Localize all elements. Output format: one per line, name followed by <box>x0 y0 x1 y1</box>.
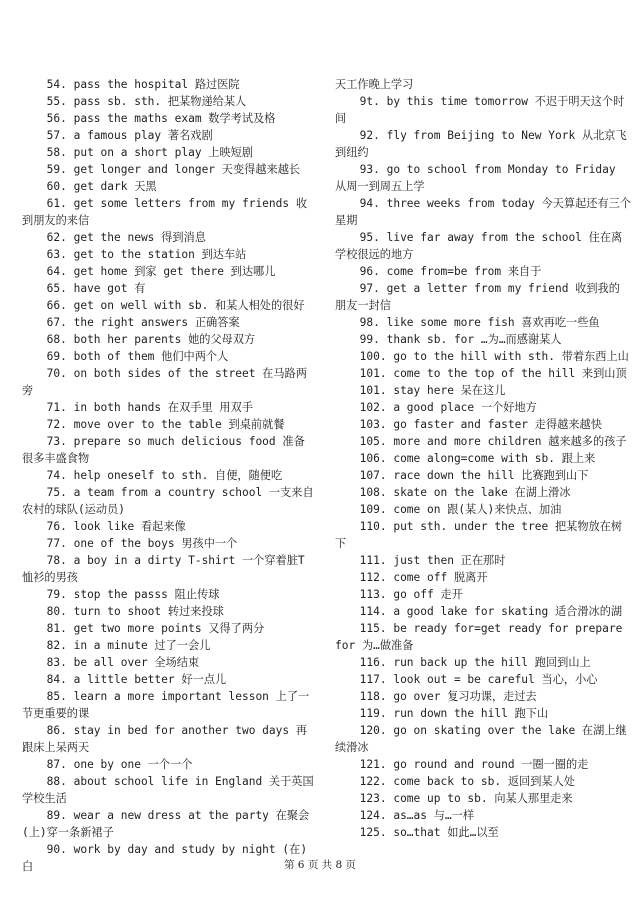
entry-number: 73. <box>46 435 67 448</box>
vocab-entry <box>22 178 314 195</box>
entry-text: come back to sb. 返回到某人处 <box>393 775 575 788</box>
page-footer: 第 6 页 共 8 页 <box>283 859 357 871</box>
vocab-entry <box>22 586 314 603</box>
entry-text: both her parents 她的父母双方 <box>73 333 256 346</box>
entry-text: be ready for=get ready for prepare for 为…做准备 <box>335 622 630 652</box>
entry-text: skate on the lake 在湖上滑冰 <box>393 486 571 499</box>
vocab-entry <box>335 756 631 773</box>
vocab-entry <box>335 348 631 365</box>
entry-text: come on 跟(某人)来快点、加油 <box>393 503 562 516</box>
entry-number: 105. <box>359 435 387 448</box>
entry-text: run back up the hill 跑回到山上 <box>393 656 591 669</box>
entry-number: 86. <box>46 724 67 737</box>
entry-text: come along=come with sb. 跟上来 <box>393 452 596 465</box>
vocab-entry <box>335 161 631 195</box>
vocab-entry <box>22 110 314 127</box>
entry-number: 72. <box>46 418 67 431</box>
vocab-entry <box>335 722 631 756</box>
entry-number: 74. <box>46 469 67 482</box>
entry-number: 107. <box>359 469 387 482</box>
entry-number: 97. <box>359 282 380 295</box>
vocab-entry <box>22 280 314 297</box>
entry-text: come off 脱离开 <box>393 571 488 584</box>
entry-text: go on skating over the lake 在湖上继续滑冰 <box>335 724 627 754</box>
vocab-entry <box>22 722 314 756</box>
entry-text: go off 走开 <box>393 588 463 601</box>
entry-text: a famous play 著名戏剧 <box>73 129 213 142</box>
entry-text: pass sb. sth. 把某物递给某人 <box>73 95 247 108</box>
entry-number: 109. <box>359 503 387 516</box>
entry-number: 123. <box>359 792 387 805</box>
entry-number: 85. <box>46 690 67 703</box>
vocab-entry <box>22 773 314 807</box>
entry-text: get a letter from my friend 收到我的朋友一封信 <box>335 282 620 312</box>
vocab-entry <box>335 467 631 484</box>
vocab-entry <box>22 484 314 518</box>
entry-text: come up to sb. 向某人那里走来 <box>393 792 573 805</box>
vocab-entry <box>335 450 631 467</box>
entry-text: get longer and longer 天变得越来越长 <box>73 163 301 176</box>
entry-text: work by day and study by night (在)白 <box>22 843 308 873</box>
vocab-entry <box>335 263 631 280</box>
entry-text: get two more points 又得了两分 <box>73 622 265 635</box>
vocab-entry <box>335 688 631 705</box>
entry-text: just then 正在那时 <box>393 554 506 567</box>
vocab-entry <box>335 382 631 399</box>
vocab-entry <box>22 161 314 178</box>
vocab-entry <box>22 671 314 688</box>
entry-number: 82. <box>46 639 67 652</box>
entry-number: 70. <box>46 367 67 380</box>
entry-number: 124. <box>359 809 387 822</box>
vocab-entry <box>335 790 631 807</box>
vocab-entry <box>22 637 314 654</box>
entry-text: go round and round 一圈一圈的走 <box>393 758 589 771</box>
vocab-entry <box>335 705 631 722</box>
vocab-entry <box>22 297 314 314</box>
entry-number: 89. <box>46 809 67 822</box>
entry-text: have got 有 <box>73 282 146 295</box>
entry-text: help oneself to sth. 自便，随便吃 <box>73 469 283 482</box>
entry-number: 54. <box>46 78 67 91</box>
entry-text: get dark 天黑 <box>73 180 157 193</box>
entry-text: a good lake for skating 适合滑冰的湖 <box>393 605 623 618</box>
entry-number: 78. <box>46 554 67 567</box>
entry-number: 93. <box>359 163 380 176</box>
entry-number: 110. <box>359 520 387 533</box>
entry-text: live far away from the school 住在离学校很远的地方 <box>335 231 623 261</box>
entry-text: more and more children 越来越多的孩子 <box>393 435 627 448</box>
vocab-entry <box>335 399 631 416</box>
entry-text: look out = be careful 当心，小心 <box>393 673 598 686</box>
entry-text: both of them 他们中两个人 <box>73 350 229 363</box>
entry-text: come to the top of the hill 来到山顶 <box>393 367 627 380</box>
entry-number: 64. <box>46 265 67 278</box>
entry-number: 88. <box>46 775 67 788</box>
vocab-entry <box>22 314 314 331</box>
vocab-entry <box>335 824 631 841</box>
entry-text: be all over 全场结束 <box>73 656 200 669</box>
entry-number: 81. <box>46 622 67 635</box>
entry-text: get some letters from my friends 收到朋友的来信 <box>22 197 308 227</box>
entry-number: 56. <box>46 112 67 125</box>
vocab-entry <box>335 654 631 671</box>
vocab-entry <box>22 365 314 399</box>
entry-number: 101. <box>359 367 387 380</box>
entry-text: in a minute 过了一会儿 <box>73 639 211 652</box>
vocab-entry <box>22 535 314 552</box>
entry-number: 66. <box>46 299 67 312</box>
vocab-entry <box>22 416 314 433</box>
vocab-entry <box>335 76 631 93</box>
vocab-entry <box>335 671 631 688</box>
entry-number: 80. <box>46 605 67 618</box>
entry-text: one by one 一个一个 <box>73 758 193 771</box>
entry-text: three weeks from today 今天算起还有三个星期 <box>335 197 632 227</box>
entry-number: 59. <box>46 163 67 176</box>
entry-number: 67. <box>46 316 67 329</box>
vocab-entry <box>335 331 631 348</box>
vocab-entry <box>22 467 314 484</box>
entry-text: put sth. under the tree 把某物放在树下 <box>335 520 623 550</box>
entry-number: 95. <box>359 231 380 244</box>
vocab-entry <box>335 280 631 314</box>
entry-number: 62. <box>46 231 67 244</box>
vocab-entry <box>22 433 314 467</box>
vocab-entry <box>22 76 314 93</box>
vocab-entry <box>22 195 314 229</box>
vocab-entry <box>22 756 314 773</box>
entry-number: 92. <box>359 129 380 142</box>
entry-text: learn a more important lesson 上了一节更重要的课 <box>22 690 310 720</box>
entry-text: come from=be from 来自于 <box>386 265 542 278</box>
vocab-entry <box>22 399 314 416</box>
entry-text: fly from Beijing to New York 从北京飞到纽约 <box>335 129 627 159</box>
entry-number: 9t. <box>359 95 380 108</box>
vocab-entry <box>22 688 314 722</box>
entry-text: stay in bed for another two days 再跟床上呆两天 <box>22 724 308 754</box>
vocab-entry <box>22 518 314 535</box>
vocab-entry <box>335 229 631 263</box>
entry-text: so…that 如此…以至 <box>393 826 499 839</box>
vocab-entry <box>335 586 631 603</box>
entry-number: 96. <box>359 265 380 278</box>
entry-number: 75. <box>46 486 67 499</box>
entry-text: about school life in England 关于英国学校生活 <box>22 775 314 805</box>
vocab-entry <box>335 620 631 654</box>
entry-number: 69. <box>46 350 67 363</box>
vocab-entry <box>335 127 631 161</box>
vocab-entry <box>22 144 314 161</box>
entry-number: 125. <box>359 826 387 839</box>
entry-text: a little better 好一点儿 <box>73 673 227 686</box>
entry-number: 65. <box>46 282 67 295</box>
entry-number: 103. <box>359 418 387 431</box>
entry-number: 99. <box>359 333 380 346</box>
vocab-entry <box>335 807 631 824</box>
vocab-entry <box>335 484 631 501</box>
entry-text: a team from a country school 一支来自农村的球队(运动员) <box>22 486 314 516</box>
vocab-entry <box>22 246 314 263</box>
entry-number: 100. <box>359 350 387 363</box>
vocab-entry <box>22 229 314 246</box>
vocab-entry <box>335 195 631 229</box>
entry-number: 57. <box>46 129 67 142</box>
entry-text: stop the passs 阻止传球 <box>73 588 220 601</box>
entry-number: 113. <box>359 588 387 601</box>
entry-text: one of the boys 男孩中一个 <box>73 537 238 550</box>
entry-text: run down the hill 跑下山 <box>393 707 549 720</box>
vocab-entry <box>22 127 314 144</box>
entry-text: get home 到家 get there 到达哪儿 <box>73 265 276 278</box>
entry-number: 84. <box>46 673 67 686</box>
entry-number: 115. <box>359 622 387 635</box>
entry-number: 114. <box>359 605 387 618</box>
entry-text: a good place 一个好地方 <box>393 401 537 414</box>
entry-text: stay here 呆在这儿 <box>393 384 506 397</box>
entry-number: 76. <box>46 520 67 533</box>
vocab-entry <box>335 773 631 790</box>
entry-text: go over 复习功课，走过去 <box>393 690 537 703</box>
vocab-entry <box>22 93 314 110</box>
entry-text: go faster and faster 走得越来越快 <box>393 418 602 431</box>
entry-number: 60. <box>46 180 67 193</box>
entry-text: like some more fish 喜欢再吃一些鱼 <box>386 316 600 329</box>
entry-number: 118. <box>359 690 387 703</box>
vocab-entry <box>335 433 631 450</box>
entry-number: 77. <box>46 537 67 550</box>
entry-text: go to the hill with sth. 带着东西上山 <box>393 350 629 363</box>
entry-number: 102. <box>359 401 387 414</box>
vocab-entry <box>335 365 631 382</box>
vocab-entry <box>335 501 631 518</box>
entry-number: 101. <box>359 384 387 397</box>
entry-text: wear a new dress at the party 在聚会(上)穿一条新裙子 <box>22 809 310 839</box>
vocab-entry <box>22 654 314 671</box>
vocab-entry <box>335 93 631 127</box>
left-column <box>22 76 314 875</box>
entry-number: 121. <box>359 758 387 771</box>
entry-number: 87. <box>46 758 67 771</box>
vocab-entry <box>335 603 631 620</box>
entry-number: 111. <box>359 554 387 567</box>
vocab-entry <box>335 518 631 552</box>
entry-text: get to the station 到达车站 <box>73 248 247 261</box>
vocab-entry <box>22 263 314 280</box>
entry-text: pass the hospital 路过医院 <box>73 78 240 91</box>
entry-number: 90. <box>46 843 67 856</box>
entry-text: get the news 得到消息 <box>73 231 206 244</box>
entry-number: 117. <box>359 673 387 686</box>
entry-text: prepare so much delicious food 准备很多丰盛食物 <box>22 435 305 465</box>
entry-text: by this time tomorrow 不迟于明天这个时间 <box>335 95 625 125</box>
entry-number: 112. <box>359 571 387 584</box>
entry-text: put on a short play 上映短剧 <box>73 146 254 159</box>
entry-number: 71. <box>46 401 67 414</box>
entry-text: 天工作晚上学习 <box>335 78 414 91</box>
entry-text: thank sb. for …为…而感谢某人 <box>386 333 562 346</box>
entry-number: 108. <box>359 486 387 499</box>
entry-text: go to school from Monday to Friday 从周一到周五上学 <box>335 163 623 193</box>
entry-number: 58. <box>46 146 67 159</box>
vocab-entry <box>22 348 314 365</box>
vocab-entry <box>335 416 631 433</box>
entry-text: race down the hill 比赛跑到山下 <box>393 469 589 482</box>
vocab-entry <box>335 314 631 331</box>
entry-number: 61. <box>46 197 67 210</box>
entry-number: 68. <box>46 333 67 346</box>
entry-number: 120. <box>359 724 387 737</box>
entry-text: as…as 与…一样 <box>393 809 475 822</box>
vocab-entry <box>22 331 314 348</box>
entry-number: 119. <box>359 707 387 720</box>
right-column <box>335 76 631 841</box>
entry-text: a boy in a dirty T-shirt 一个穿着脏T恤衫的男孩 <box>22 554 305 584</box>
vocab-entry <box>22 620 314 637</box>
entry-text: get on well with sb. 和某人相处的很好 <box>73 299 305 312</box>
entry-number: 79. <box>46 588 67 601</box>
entry-number: 116. <box>359 656 387 669</box>
vocab-entry <box>22 552 314 586</box>
entry-number: 94. <box>359 197 380 210</box>
entry-text: in both hands 在双手里 用双手 <box>73 401 253 414</box>
vocab-entry <box>335 552 631 569</box>
entry-number: 122. <box>359 775 387 788</box>
vocab-entry <box>22 807 314 841</box>
entry-text: pass the maths exam 数学考试及格 <box>73 112 276 125</box>
entry-text: on both sides of the street 在马路两旁 <box>22 367 307 397</box>
entry-text: look like 看起来像 <box>73 520 186 533</box>
vocab-entry <box>22 603 314 620</box>
entry-text: move over to the table 到桌前就餐 <box>73 418 285 431</box>
vocab-entry <box>335 569 631 586</box>
entry-number: 63. <box>46 248 67 261</box>
entry-text: turn to shoot 转过来投球 <box>73 605 224 618</box>
entry-number: 106. <box>359 452 387 465</box>
entry-number: 98. <box>359 316 380 329</box>
entry-number: 55. <box>46 95 67 108</box>
entry-number: 83. <box>46 656 67 669</box>
entry-text: the right answers 正确答案 <box>73 316 240 329</box>
